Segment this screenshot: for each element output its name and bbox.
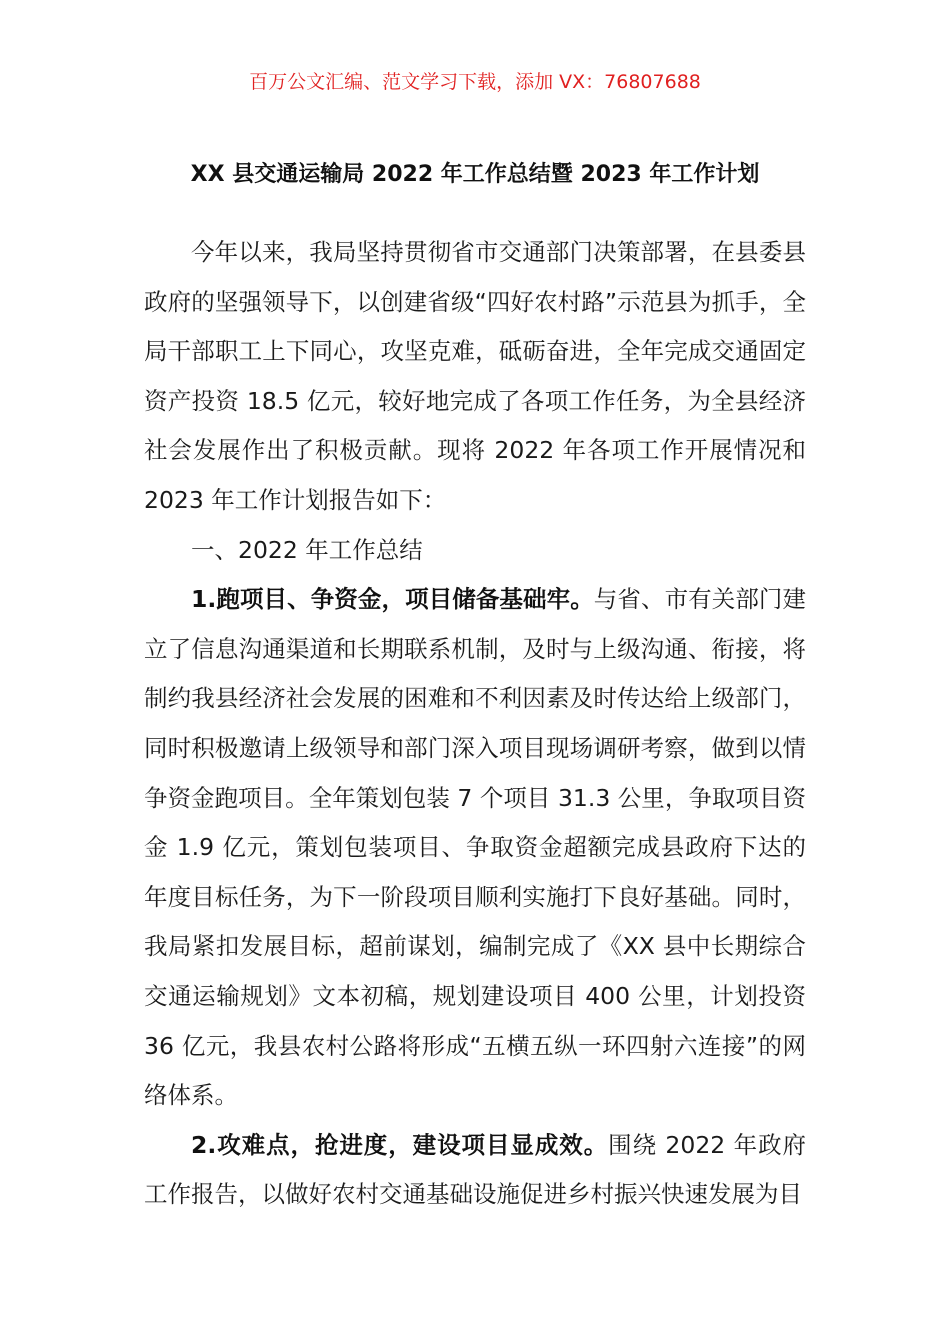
document-title: XX 县交通运输局 2022 年工作总结暨 2023 年工作计划: [190, 162, 760, 187]
item-1-text: 与省、市有关部门建立了信息沟通渠道和长期联系机制，及时与上级沟通、衔接，将制约我县经济社会发展的困难和不利因素及时传达给上级部门，同时积极邀请上级领导和部门深入项目现场调研考察，做到以情争资金跑项目。全年策划包装 7 个项目 31.3 公里，争取项目资金 1.9 亿元，策划包装项目、争取资金超额完成县政府下达的年度目标任务，为下一阶段项目顺利实施打下良好基础。同时，我局紧扣发展目标，超前谋划，编制完成了《XX 县中长期综合交通运输规划》文本初稿，规划建设项目 400 公里，计划投资 36 亿元，我县农村公路将形成“五横五纵一环四射六连接”的网络体系。: [144, 585, 807, 1110]
item-1-paragraph: [144, 575, 806, 1121]
document-body: [144, 228, 806, 1220]
item-2-paragraph: [144, 1121, 806, 1220]
section-heading: 一、2022 年工作总结: [191, 535, 423, 564]
item-2-lead: 2.攻难点，抢进度，建设项目显成效。: [191, 1130, 609, 1159]
watermark-banner: 百万公文汇编、范文学习下载，添加 VX：76807688: [249, 71, 701, 93]
intro-paragraph: 今年以来，我局坚持贯彻省市交通部门决策部署，在县委县政府的坚强领导下，以创建省级“四好农村路”示范县为抓手，全局干部职工上下同心，攻坚克难，砥砺奋进，全年完成交通固定资产投资 18.5 亿元，较好地完成了各项工作任务，为全县经济社会发展作出了积极贡献。现将 2022 年各项工作开展情况和 2023 年工作计划报告如下：: [144, 238, 806, 514]
item-2-text: 围绕 2022 年政府工作报告，以做好农村交通基础设施促进乡村振兴快速发展为目: [144, 1130, 807, 1209]
item-1-lead: 1.跑项目、争资金，项目储备基础牢。: [191, 585, 594, 614]
